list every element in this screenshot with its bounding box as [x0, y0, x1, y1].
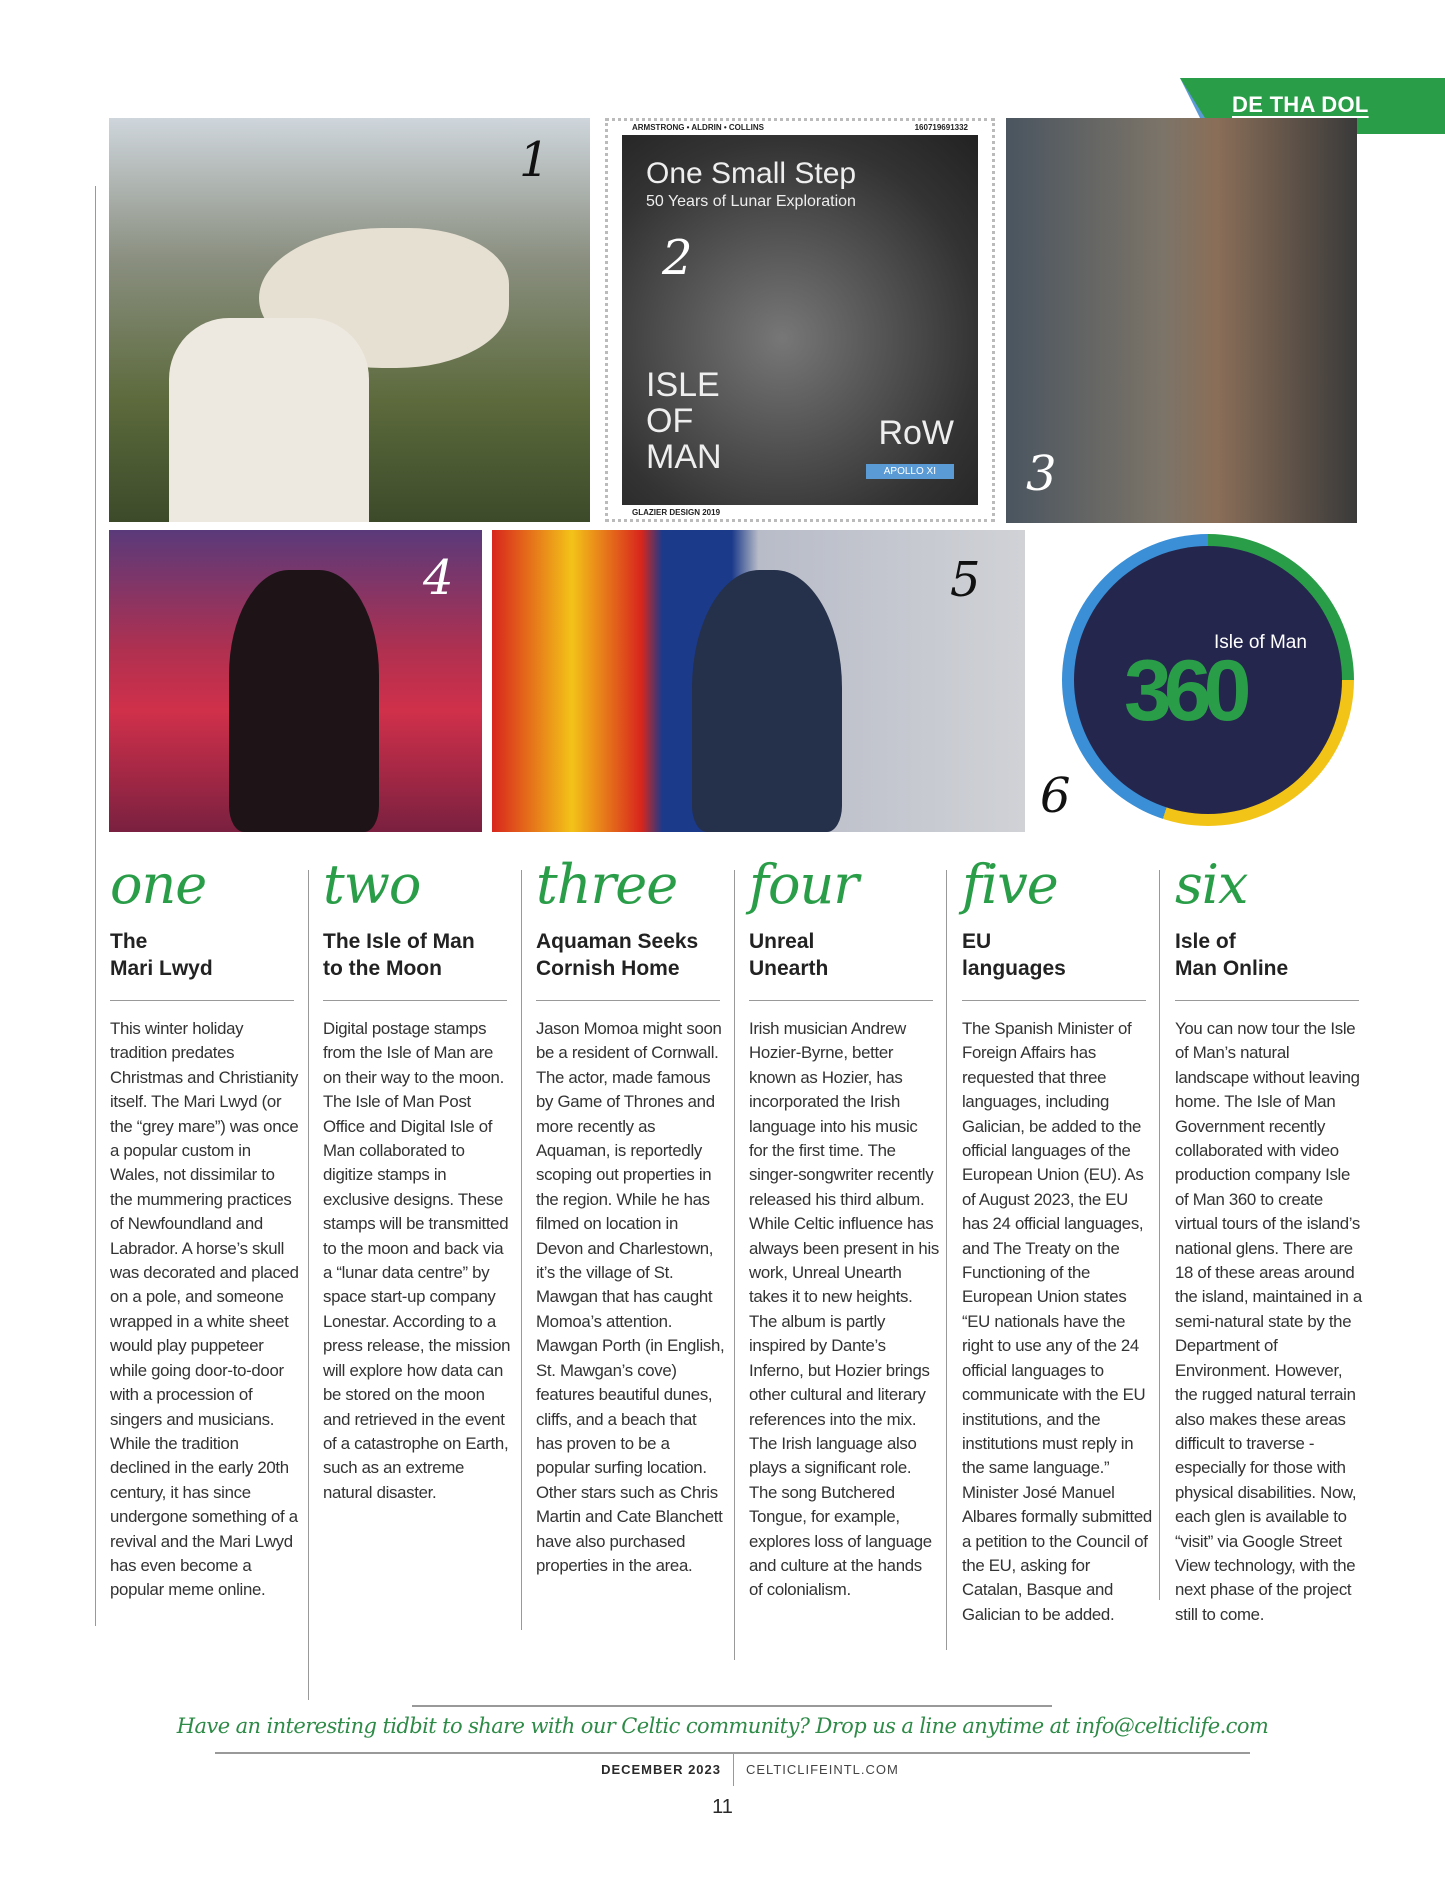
column-number-word: six	[1175, 853, 1248, 916]
title-line: The Isle of Man	[323, 930, 475, 953]
title-line: Unreal	[749, 930, 815, 953]
photo-aquaman	[1006, 118, 1357, 523]
isle-of-man-360-logo	[1062, 534, 1354, 826]
article-title	[1175, 928, 1375, 988]
article-title	[536, 928, 736, 988]
photo-mari-lwyd	[109, 118, 590, 522]
stamp-names: ARMSTRONG • ALDRIN • COLLINS	[632, 123, 764, 132]
column-number-word: three	[536, 853, 678, 916]
photo-hozier	[109, 530, 482, 832]
logo-number: 360	[1124, 643, 1244, 739]
stamp-serial: 160719691332	[914, 123, 968, 132]
article-body: This winter holiday tradition predates Christmas and Christianity itself. The Mari Lwyd (or the “grey mare”) was once a popular custom in Wales, not dissimilar to the mummering practices of Newfoundland and Labrador. A horse’s skull was decorated and placed on a pole, and someone wrapped in a white sheet would play puppeteer while going door-to-door with a procession of singers and musicians. While the tradition declined in the early 20th century, it has since undergone something of a revival and the Mari Lwyd has even become a popular meme online.	[110, 1019, 299, 1600]
title-line: EU	[962, 930, 992, 953]
title-rule	[962, 1000, 1146, 1001]
title-line: Man Online	[1175, 957, 1289, 980]
article-six	[1175, 850, 1375, 1627]
title-rule	[536, 1000, 720, 1001]
article-title	[110, 928, 310, 988]
article-three	[536, 850, 736, 1578]
article-one	[110, 850, 310, 1603]
article-two	[323, 850, 523, 1505]
title-rule	[110, 1000, 294, 1001]
tidbit-callout: Have an interesting tidbit to share with our Celtic community? Drop us a line anytime at info@celticlife.com	[176, 1714, 1269, 1738]
page-number: 11	[712, 1796, 733, 1818]
photo-number: 5	[950, 552, 981, 608]
column-number-word: four	[749, 853, 859, 916]
article-body: You can now tour the Isle of Man’s natural landscape without leaving home. The Isle of Man Government recently collaborated with video production company Isle of Man 360 to create virtual tours of the island’s national glens. There are 18 of these areas around the island, maintained in a semi-natural state by the Department of Environment. However, the rugged natural terrain also makes these areas difficult to traverse - especially for those with physical disabilities. Now, each glen is available to “visit” via Google Street View technology, with the next phase of the project still to come.	[1175, 1019, 1362, 1624]
title-line: Mari Lwyd	[110, 957, 213, 980]
stamp-designer: GLAZIER DESIGN 2019	[632, 508, 721, 517]
column-number-word: five	[962, 853, 1058, 916]
stamp-subtitle: 50 Years of Lunar Exploration	[646, 193, 856, 210]
title-rule	[1175, 1000, 1359, 1001]
title-rule	[749, 1000, 933, 1001]
photo-number: 6	[1040, 768, 1071, 824]
photo-number: 4	[423, 550, 454, 606]
photo-number: 3	[1026, 446, 1057, 502]
stamp-title: One Small Step	[646, 157, 857, 190]
photo-number: 2	[662, 230, 693, 286]
article-body: Irish musician Andrew Hozier-Byrne, better known as Hozier, has incorporated the Irish language into his music for the first time. The singer-songwriter recently released his third album. While Celtic influence has always been present in his work, Unreal Unearth takes it to new heights. The album is partly inspired by Dante’s Inferno, but Hozier brings other cultural and literary references into the mix. The Irish language also plays a significant role. The song Butchered Tongue, for example, explores loss of language and culture at the hands of colonialism.	[749, 1019, 939, 1600]
article-four	[749, 850, 949, 1603]
article-five	[962, 850, 1162, 1627]
article-body: Jason Momoa might soon be a resident of Cornwall. The actor, made famous by Game of Thrones and more recently as Aquaman, is reportedly scoping out properties in the region. While he has filmed on location in Devon and Charlestown, it’s the village of St. Mawgan that has caught Momoa’s attention. Mawgan Porth (in English, St. Mawgan’s cove) features beautiful dunes, cliffs, and a beach that has proven to be a popular surfing location. Other stars such as Chris Martin and Cate Blanchett have also purchased properties in the area.	[536, 1019, 725, 1575]
website[interactable]: CELTICLIFEINTL.COM	[746, 1762, 899, 1777]
issue-date: DECEMBER 2023	[601, 1762, 721, 1777]
logo-text: Isle of Man	[1214, 632, 1307, 653]
title-line: languages	[962, 957, 1066, 980]
photo-moon-stamp	[605, 118, 995, 522]
title-line: Isle of	[1175, 930, 1236, 953]
section-banner-label[interactable]: DE THA DOL	[1232, 92, 1369, 117]
stamp-mission: APOLLO XI	[866, 464, 954, 479]
article-title	[749, 928, 949, 988]
title-line: to the Moon	[323, 957, 442, 980]
footer-divider	[733, 1752, 734, 1786]
article-body: The Spanish Minister of Foreign Affairs has requested that three languages, including Galician, be added to the official languages of the European Union (EU). As of August 2023, the EU has 24 official languages, and The Treaty on the Functioning of the European Union states “EU nationals have the right to use any of the 24 official languages to communicate with the EU institutions, and the institutions must reply in the same language.” Minister José Manuel Albares formally submitted a petition to the Council of the EU, asking for Catalan, Basque and Galician to be added.	[962, 1019, 1152, 1624]
title-line: Cornish Home	[536, 957, 680, 980]
stamp-country: ISLE OF MAN	[646, 366, 722, 476]
article-title	[323, 928, 523, 988]
footer-top-rule	[412, 1705, 1052, 1707]
column-number-word: two	[323, 853, 421, 916]
column-number-word: one	[110, 853, 207, 916]
title-line: Unearth	[749, 957, 829, 980]
article-body: Digital postage stamps from the Isle of Man are on their way to the moon. The Isle of Man Post Office and Digital Isle of Man collaborated to digitize stamps in exclusive designs. These stamps will be transmitted to the moon and back via a “lunar data centre” by space start-up company Lonestar. According to a press release, the mission will explore how data can be stored on the moon and retrieved in the event of a catastrophe on Earth, such as an extreme natural disaster.	[323, 1019, 511, 1502]
photo-eu-minister	[492, 530, 1025, 832]
stamp-rate: RoW	[878, 414, 954, 452]
title-rule	[323, 1000, 507, 1001]
title-line: Aquaman Seeks	[536, 930, 699, 953]
title-line: The	[110, 930, 148, 953]
photo-number: 1	[519, 132, 550, 188]
column-divider	[95, 186, 96, 1626]
article-title	[962, 928, 1162, 988]
